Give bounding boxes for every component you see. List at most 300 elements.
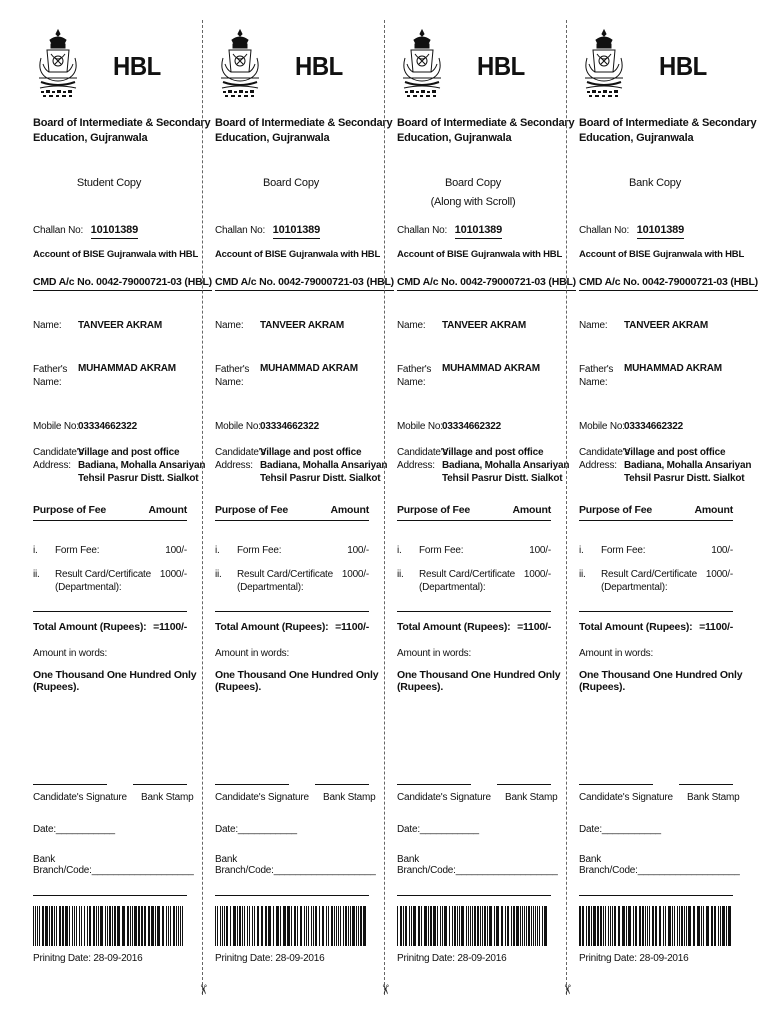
barcode-bar <box>668 906 671 946</box>
barcode-bar <box>452 906 453 946</box>
barcode-bar <box>635 906 637 946</box>
barcode-bar <box>168 906 169 946</box>
fee-num: i. <box>397 545 402 556</box>
account-text: Account of BISE Gujranwala with HBL <box>215 249 381 260</box>
challan-label: Challan No: <box>215 225 266 236</box>
bise-crest-logo <box>219 28 261 102</box>
fee-table-header <box>397 504 551 521</box>
stamp-line <box>133 784 187 785</box>
bise-crest-logo <box>401 28 443 102</box>
amount-header: Amount <box>694 504 733 516</box>
name-value: TANVEER AKRAM <box>624 320 709 331</box>
challan-label: Challan No: <box>33 225 84 236</box>
name-value: TANVEER AKRAM <box>442 320 527 331</box>
barcode-bar <box>703 906 704 946</box>
barcode-bar <box>539 906 540 946</box>
barcode-bar <box>166 906 167 946</box>
barcode-bar <box>170 906 171 946</box>
barcode-bar <box>711 906 713 946</box>
barcode-bar <box>100 906 103 946</box>
name-label: Name: <box>33 320 62 331</box>
barcode-bar <box>524 906 525 946</box>
challan-number: 10101389 <box>91 224 138 239</box>
barcode-bar <box>586 906 587 946</box>
total-label: Total Amount (Rupees): <box>215 621 329 633</box>
father-label-line2: Name: <box>397 377 426 388</box>
amount-words-label: Amount in words: <box>33 648 108 659</box>
barcode-bar <box>466 906 467 946</box>
cut-line <box>384 20 385 995</box>
barcode-bar <box>224 906 225 946</box>
barcode-bar <box>257 906 259 946</box>
barcode-bar <box>350 906 351 946</box>
fee-desc-sub: (Departmental): <box>55 582 122 593</box>
fee-amount: 100/- <box>165 545 187 556</box>
father-label-line1: Father's <box>33 364 68 375</box>
fee-table-header <box>579 504 733 521</box>
address-label-line1: Candidate's <box>397 447 448 458</box>
cmd-account-number: CMD A/c No. 0042-79000721-03 (HBL) <box>215 276 394 291</box>
barcode-bar <box>138 906 140 946</box>
barcode-bar <box>261 906 263 946</box>
amount-header: Amount <box>148 504 187 516</box>
barcode-bar <box>681 906 683 946</box>
signature-line <box>215 784 289 785</box>
barcode-bar <box>501 906 503 946</box>
bank-branch-code-field: Bank Branch/Code:___________________ <box>33 854 194 876</box>
date-field: Date:___________ <box>397 824 479 835</box>
barcode-bar <box>162 906 164 946</box>
address-line1: Village and post office <box>624 447 726 458</box>
barcode-bar <box>612 906 613 946</box>
board-name-line1: Board of Intermediate & Secondary <box>33 117 211 129</box>
bank-stamp-label: Bank Stamp <box>505 792 558 803</box>
barcode-bar <box>433 906 436 946</box>
amount-words-value: One Thousand One Hundred Only (Rupees). <box>397 669 561 693</box>
fee-num: ii. <box>33 569 40 580</box>
fee-num: i. <box>215 545 220 556</box>
barcode-bar <box>62 906 64 946</box>
bank-branch-code-field: Bank Branch/Code:___________________ <box>579 854 740 876</box>
board-name <box>579 116 759 146</box>
barcode-bar <box>300 906 302 946</box>
fee-amount: 1000/- <box>341 569 369 580</box>
name-value: TANVEER AKRAM <box>260 320 345 331</box>
fee-table-header <box>33 504 187 521</box>
copy-title-line1: Board Copy <box>444 177 502 189</box>
mobile-value: 03334662322 <box>78 421 137 432</box>
barcode-bar <box>81 906 82 946</box>
father-name-value: MUHAMMAD AKRAM <box>624 363 722 374</box>
challan-number: 10101389 <box>637 224 684 239</box>
bank-logo-text: HBL <box>659 51 707 81</box>
barcode-bar <box>356 906 357 946</box>
barcode <box>215 906 367 946</box>
barcode-bar <box>480 906 481 946</box>
barcode-bar <box>112 906 113 946</box>
amount-words-value: One Thousand One Hundred Only (Rupees). <box>215 669 379 693</box>
barcode-bar <box>220 906 221 946</box>
challan-number-row <box>33 224 138 236</box>
copy-title <box>579 174 731 193</box>
barcode-bar <box>533 906 534 946</box>
barcode-bar <box>283 906 286 946</box>
barcode-bar <box>76 906 77 946</box>
board-name <box>215 116 395 146</box>
board-name <box>33 116 213 146</box>
father-name-label <box>215 363 249 389</box>
barcode-bar <box>684 906 685 946</box>
fee-table-header <box>215 504 369 521</box>
barcode-bar <box>468 906 469 946</box>
barcode-bar <box>496 906 499 946</box>
barcode-bar <box>614 906 616 946</box>
barcode-bar <box>254 906 255 946</box>
father-name-label <box>33 363 67 389</box>
barcode-bar <box>176 906 177 946</box>
barcode-bar <box>56 906 57 946</box>
amount-words-value: One Thousand One Hundred Only (Rupees). <box>33 669 197 693</box>
father-label-line2: Name: <box>33 377 62 388</box>
barcode-bar <box>291 906 292 946</box>
barcode-bar <box>622 906 625 946</box>
mobile-value: 03334662322 <box>442 421 501 432</box>
address-label-line2: Address: <box>579 460 617 471</box>
barcode-bar <box>610 906 611 946</box>
fee-amount: 1000/- <box>705 569 733 580</box>
barcode-bar <box>655 906 657 946</box>
board-name-line1: Board of Intermediate & Secondary <box>215 117 393 129</box>
total-value: =1100/- <box>699 621 733 633</box>
challan-copy-3 <box>397 0 579 1024</box>
barcode-bar <box>686 906 687 946</box>
father-name-value: MUHAMMAD AKRAM <box>78 363 176 374</box>
board-name-line2: Education, Gujranwala <box>33 132 148 144</box>
copy-title-line1: Student Copy <box>76 177 142 189</box>
barcode-bar <box>487 906 488 946</box>
barcode-bar <box>268 906 271 946</box>
barcode-bar <box>430 906 432 946</box>
barcode-bar <box>472 906 473 946</box>
signature-line <box>579 784 653 785</box>
barcode-bar <box>522 906 523 946</box>
address-line3: Tehsil Pasrur Distt. Sialkot <box>260 473 381 484</box>
barcode-bar <box>54 906 55 946</box>
stamp-line <box>315 784 369 785</box>
amount-words-label: Amount in words: <box>397 648 472 659</box>
barcode-bar <box>628 906 631 946</box>
bank-stamp-label: Bank Stamp <box>687 792 740 803</box>
barcode-bar <box>334 906 335 946</box>
purpose-header: Purpose of Fee <box>33 504 107 516</box>
mobile-value: 03334662322 <box>624 421 683 432</box>
barcode-bar <box>304 906 305 946</box>
barcode-bar <box>693 906 695 946</box>
barcode-bar <box>84 906 85 946</box>
barcode-bar <box>297 906 298 946</box>
barcode-bar <box>233 906 236 946</box>
bise-crest-logo <box>583 28 625 102</box>
bise-crest-logo <box>37 28 79 102</box>
barcode-bar <box>403 906 404 946</box>
barcode-bar <box>348 906 349 946</box>
address-label-line2: Address: <box>397 460 435 471</box>
barcode-bar <box>39 906 40 946</box>
barcode-bar <box>331 906 333 946</box>
barcode-bar <box>45 906 48 946</box>
challan-number-row <box>215 224 320 236</box>
fee-desc: Form Fee: <box>55 545 100 556</box>
barcode-bar <box>400 906 402 946</box>
barcode-bar <box>117 906 120 946</box>
barcode-bar <box>306 906 307 946</box>
barcode-bar <box>265 906 267 946</box>
scissors-icon: ✂ <box>558 984 574 995</box>
barcode-bar <box>105 906 106 946</box>
signature-line <box>397 784 471 785</box>
barcode-bar <box>244 906 245 946</box>
fee-num: ii. <box>579 569 586 580</box>
father-name-label <box>579 363 613 389</box>
cmd-account-number: CMD A/c No. 0042-79000721-03 (HBL) <box>397 276 576 291</box>
copy-title-line1: Bank Copy <box>628 177 681 189</box>
barcode-bar <box>449 906 450 946</box>
name-value: TANVEER AKRAM <box>78 320 163 331</box>
address-line3: Tehsil Pasrur Distt. Sialkot <box>624 473 745 484</box>
barcode-bar <box>148 906 150 946</box>
fee-num: ii. <box>215 569 222 580</box>
divider <box>215 611 369 612</box>
barcode-bar <box>728 906 731 946</box>
bank-logo-text: HBL <box>113 51 161 81</box>
copy-title <box>33 174 185 193</box>
barcode-bar <box>352 906 355 946</box>
address-label-line1: Candidate's <box>579 447 630 458</box>
barcode-bar <box>98 906 99 946</box>
barcode-bar <box>722 906 725 946</box>
barcode-bar <box>579 906 581 946</box>
barcode-bar <box>605 906 606 946</box>
barcode-bar <box>418 906 420 946</box>
address-label-line2: Address: <box>215 460 253 471</box>
scissors-icon: ✂ <box>376 984 392 995</box>
challan-number-row <box>579 224 684 236</box>
barcode-bar <box>674 906 675 946</box>
address-label-line2: Address: <box>33 460 71 471</box>
fee-desc: Result Card/Certificate <box>55 569 151 580</box>
mobile-label: Mobile No: <box>33 421 79 432</box>
stamp-line <box>497 784 551 785</box>
barcode-bar <box>461 906 464 946</box>
copy-title <box>397 174 549 212</box>
purpose-header: Purpose of Fee <box>397 504 471 516</box>
address-line1: Village and post office <box>442 447 544 458</box>
divider <box>215 895 369 896</box>
candidate-signature-label: Candidate's Signature <box>33 792 127 803</box>
barcode-bar <box>663 906 664 946</box>
total-value: =1100/- <box>517 621 551 633</box>
barcode-bar <box>526 906 527 946</box>
candidate-signature-label: Candidate's Signature <box>215 792 309 803</box>
barcode-bar <box>593 906 596 946</box>
barcode-bar <box>405 906 407 946</box>
board-name <box>397 116 577 146</box>
father-label-line2: Name: <box>579 377 608 388</box>
mobile-label: Mobile No: <box>397 421 443 432</box>
divider <box>397 895 551 896</box>
barcode-bar <box>424 906 427 946</box>
barcode-bar <box>239 906 241 946</box>
bank-logo-text: HBL <box>295 51 343 81</box>
address-value <box>78 446 205 485</box>
barcode-bar <box>322 906 324 946</box>
barcode-bar <box>273 906 274 946</box>
address-line2: Badiana, Mohalla Ansariyan <box>624 460 752 471</box>
barcode-bar <box>652 906 654 946</box>
challan-copy-1 <box>33 0 215 1024</box>
board-name-line2: Education, Gujranwala <box>215 132 330 144</box>
father-label-line1: Father's <box>397 364 432 375</box>
barcode-bar <box>340 906 341 946</box>
barcode-bar <box>65 906 68 946</box>
cut-line <box>202 20 203 995</box>
date-field: Date:___________ <box>215 824 297 835</box>
barcode-bar <box>649 906 650 946</box>
challan-number-row <box>397 224 502 236</box>
fee-num: i. <box>33 545 38 556</box>
date-field: Date:___________ <box>33 824 115 835</box>
barcode-bar <box>647 906 648 946</box>
address-value <box>260 446 387 485</box>
barcode <box>397 906 549 946</box>
barcode-bar <box>665 906 666 946</box>
cut-line <box>566 20 567 995</box>
barcode-bar <box>437 906 438 946</box>
name-label: Name: <box>397 320 426 331</box>
barcode-bar <box>294 906 296 946</box>
barcode-bar <box>328 906 329 946</box>
barcode-bar <box>642 906 644 946</box>
barcode-bar <box>413 906 416 946</box>
copy-title <box>215 174 367 193</box>
barcode-bar <box>459 906 460 946</box>
barcode-bar <box>59 906 61 946</box>
fee-num: i. <box>579 545 584 556</box>
barcode-bar <box>280 906 281 946</box>
copy-title-line1: Board Copy <box>262 177 320 189</box>
fee-desc: Form Fee: <box>419 545 464 556</box>
barcode-bar <box>542 906 543 946</box>
address-line2: Badiana, Mohalla Ansariyan <box>260 460 388 471</box>
fee-desc-sub: (Departmental): <box>237 582 304 593</box>
barcode-bar <box>409 906 410 946</box>
barcode-bar <box>87 906 88 946</box>
barcode-bar <box>237 906 238 946</box>
amount-words-value: One Thousand One Hundred Only (Rupees). <box>579 669 743 693</box>
barcode-bar <box>608 906 609 946</box>
barcode-bar <box>714 906 716 946</box>
barcode-bar <box>544 906 547 946</box>
barcode-bar <box>222 906 223 946</box>
barcode-bar <box>513 906 515 946</box>
barcode-bar <box>345 906 347 946</box>
barcode-bar <box>173 906 175 946</box>
bank-stamp-label: Bank Stamp <box>141 792 194 803</box>
father-name-value: MUHAMMAD AKRAM <box>442 363 540 374</box>
challan-copy-4 <box>579 0 761 1024</box>
account-text: Account of BISE Gujranwala with HBL <box>579 249 745 260</box>
barcode-bar <box>720 906 721 946</box>
purpose-header: Purpose of Fee <box>215 504 289 516</box>
barcode-bar <box>520 906 521 946</box>
total-label: Total Amount (Rupees): <box>397 621 511 633</box>
barcode-bar <box>535 906 536 946</box>
barcode <box>33 906 185 946</box>
bank-stamp-label: Bank Stamp <box>323 792 376 803</box>
barcode-bar <box>672 906 673 946</box>
barcode-bar <box>319 906 320 946</box>
barcode-bar <box>287 906 290 946</box>
barcode-bar <box>311 906 312 946</box>
fee-amount: 100/- <box>347 545 369 556</box>
mobile-label: Mobile No: <box>579 421 625 432</box>
total-value: =1100/- <box>335 621 369 633</box>
amount-header: Amount <box>330 504 369 516</box>
barcode-bar <box>421 906 422 946</box>
address-value <box>624 446 751 485</box>
barcode-bar <box>537 906 538 946</box>
barcode-bar <box>74 906 75 946</box>
scissors-icon: ✂ <box>194 984 210 995</box>
barcode-bar <box>42 906 44 946</box>
divider <box>579 611 733 612</box>
fee-amount: 1000/- <box>523 569 551 580</box>
barcode-bar <box>457 906 458 946</box>
account-text: Account of BISE Gujranwala with HBL <box>33 249 199 260</box>
address-line1: Village and post office <box>78 447 180 458</box>
address-line3: Tehsil Pasrur Distt. Sialkot <box>442 473 563 484</box>
board-name-line1: Board of Intermediate & Secondary <box>579 117 757 129</box>
printing-date: Prinitng Date: 28-09-2016 <box>579 953 689 964</box>
bank-logo-text: HBL <box>477 51 525 81</box>
barcode-bar <box>51 906 53 946</box>
barcode-bar <box>645 906 646 946</box>
candidate-signature-label: Candidate's Signature <box>579 792 673 803</box>
barcode-bar <box>440 906 441 946</box>
date-field: Date:___________ <box>579 824 661 835</box>
address-label <box>33 446 83 472</box>
barcode-bar <box>72 906 73 946</box>
amount-header: Amount <box>512 504 551 516</box>
barcode <box>579 906 731 946</box>
name-label: Name: <box>579 320 608 331</box>
divider <box>33 611 187 612</box>
barcode-bar <box>132 906 133 946</box>
barcode-bar <box>308 906 309 946</box>
barcode-bar <box>442 906 443 946</box>
printing-date: Prinitng Date: 28-09-2016 <box>397 953 507 964</box>
address-line2: Badiana, Mohalla Ansariyan <box>78 460 206 471</box>
total-label: Total Amount (Rupees): <box>579 621 693 633</box>
barcode-bar <box>444 906 447 946</box>
barcode-bar <box>276 906 279 946</box>
barcode-bar <box>726 906 727 946</box>
barcode-bar <box>151 906 154 946</box>
divider <box>33 895 187 896</box>
fee-desc: Result Card/Certificate <box>601 569 697 580</box>
address-line1: Village and post office <box>260 447 362 458</box>
barcode-bar <box>96 906 97 946</box>
